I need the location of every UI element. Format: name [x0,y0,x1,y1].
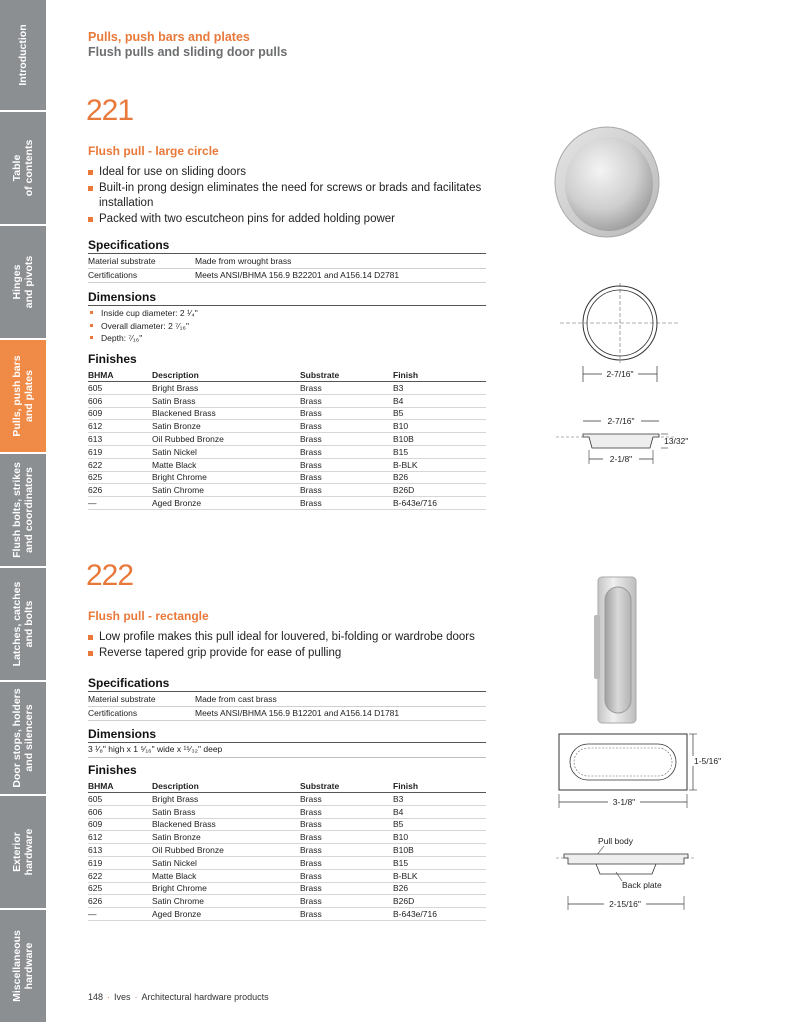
spec-row [88,693,486,707]
list-item: Reverse tapered grip provide for ease of pulling [88,646,488,662]
page-footer: 148 · Ives · Architectural hardware products [88,992,269,1002]
divider [88,742,486,743]
cell: Brass [300,497,393,510]
cell: Bright Brass [152,793,300,806]
cell: 609 [88,407,152,420]
drawing-front-222 [556,732,722,812]
cell: Satin Nickel [152,445,300,458]
cell: Satin Brass [152,394,300,407]
cell: B-643e/716 [393,497,486,510]
table-header-row [88,369,486,382]
list-item: Packed with two escutcheon pins for added holding power [88,212,488,228]
dimension-label: 13/32" [664,436,689,446]
cell: Satin Nickel [152,856,300,869]
column-header: Finish [393,780,486,793]
cell: Satin Brass [152,805,300,818]
cell: B10B [393,844,486,857]
cell: 613 [88,433,152,446]
table-row [88,484,486,497]
cell: B26 [393,882,486,895]
cell: Brass [300,844,393,857]
table-row [88,882,486,895]
dimension-label: 1-5/16" [694,756,722,766]
dimension-list-221 [88,307,198,345]
cell: — [88,497,152,510]
cell: Brass [300,433,393,446]
column-header: BHMA [88,780,152,793]
list-item: Overall diameter: 2 ⁷⁄₁₆" [88,320,198,333]
dimension-text-222: 3 ¹⁄₈" high x 1 ⁵⁄₁₆" wide x ¹⁵⁄₃₂" deep [88,744,223,754]
dimensions-heading-221: Dimensions [88,290,157,304]
table-row [88,869,486,882]
cell: Brass [300,805,393,818]
cell: B15 [393,856,486,869]
cell: Blackened Brass [152,818,300,831]
footer-brand: Ives [114,992,131,1002]
cell: Brass [300,908,393,921]
list-item: Built-in prong design eliminates the need for screws or brads and facilitates installation [88,181,488,212]
cell: Brass [300,407,393,420]
feature-list-221 [88,165,488,227]
finishes-heading-222: Finishes [88,763,137,777]
product-photo-221 [555,126,695,246]
table-row [88,908,486,921]
product-photo-222 [594,573,644,723]
cell: Brass [300,420,393,433]
product-name-222: Flush pull - rectangle [88,609,209,623]
table-row [88,856,486,869]
model-number-222: 222 [86,559,134,592]
dimension-label: 2-7/16" [606,369,634,379]
cell: Brass [300,382,393,395]
cell: Brass [300,895,393,908]
spec-value: Meets ANSI/BHMA 156.9 B22201 and A156.14 D2781 [195,270,400,280]
table-header-row [88,780,486,793]
cell: 613 [88,844,152,857]
section-subtitle: Flush pulls and sliding door pulls [88,45,288,59]
cell: Brass [300,869,393,882]
spec-label: Certifications [88,708,138,718]
table-row [88,497,486,510]
table-row [88,805,486,818]
list-item: Depth: ⁷⁄₁₆" [88,332,198,345]
column-header: BHMA [88,369,152,382]
divider [88,757,486,758]
table-row [88,445,486,458]
cell: Satin Chrome [152,895,300,908]
table-row [88,382,486,395]
spec-label: Material substrate [88,256,156,266]
cell: 606 [88,394,152,407]
spec-value: Made from wrought brass [195,256,292,266]
cell: — [88,908,152,921]
cell: B10B [393,433,486,446]
finishes-heading-221: Finishes [88,352,137,366]
page-number: 148 [88,992,104,1002]
model-number-221: 221 [86,94,134,127]
cell: B15 [393,445,486,458]
table-row [88,895,486,908]
list-item: Inside cup diameter: 2 ¹⁄₄" [88,307,198,320]
finishes-table-222 [88,780,486,921]
cell: B5 [393,407,486,420]
specifications-heading-221: Specifications [88,238,170,252]
dimensions-heading-222: Dimensions [88,727,157,741]
cell: B4 [393,805,486,818]
tab-label: Introduction [17,24,29,86]
column-header: Description [152,369,300,382]
table-row [88,433,486,446]
cell: 619 [88,445,152,458]
cell: 625 [88,882,152,895]
cell: Oil Rubbed Bronze [152,433,300,446]
table-row [88,818,486,831]
cell: Matte Black [152,869,300,882]
spec-value: Made from cast brass [195,694,277,704]
cell: Blackened Brass [152,407,300,420]
cell: Aged Bronze [152,908,300,921]
spec-row [88,255,486,269]
cell: Brass [300,471,393,484]
cell: B10 [393,831,486,844]
cell: B26D [393,895,486,908]
spec-row [88,707,486,721]
tab-label: Exterior hardware [11,828,35,876]
divider [88,305,486,306]
cell: 622 [88,458,152,471]
cell: Aged Bronze [152,497,300,510]
cell: Brass [300,458,393,471]
cell: Brass [300,856,393,869]
cell: 612 [88,831,152,844]
dimension-label: 2-7/16" [607,416,635,426]
column-header: Description [152,780,300,793]
product-name-221: Flush pull - large circle [88,144,219,158]
cell: B5 [393,818,486,831]
spec-value: Meets ANSI/BHMA 156.9 B12201 and A156.14 D1781 [195,708,400,718]
drawing-side-222 [556,834,706,914]
cell: Satin Bronze [152,420,300,433]
cell: Brass [300,831,393,844]
spec-label: Material substrate [88,694,156,704]
tab-label: Pulls, push bars and plates [11,355,35,437]
tab-label: Door stops, holders and silencers [11,688,35,788]
cell: B10 [393,420,486,433]
cell: B-BLK [393,458,486,471]
cell: Satin Bronze [152,831,300,844]
table-row [88,471,486,484]
tab-label: Miscellaneous hardware [11,930,35,1002]
table-row [88,407,486,420]
finishes-table-221 [88,369,486,510]
cell: Bright Chrome [152,882,300,895]
tab-label: Table of contents [11,139,35,197]
divider [88,691,486,692]
cell: Brass [300,882,393,895]
cell: B-BLK [393,869,486,882]
tab-label: Latches, catches and bolts [11,581,35,667]
dimension-front-width [560,366,700,386]
cell: B3 [393,382,486,395]
dimension-label: 3-1/8" [612,797,636,807]
cell: B26D [393,484,486,497]
tab-label: Flush bolts, strikes and coordinators [11,462,35,558]
cell: Satin Chrome [152,484,300,497]
table-row [88,394,486,407]
table-row [88,458,486,471]
column-header: Substrate [300,780,393,793]
cell: 605 [88,793,152,806]
tab-miscellaneous-hardware[interactable] [0,910,46,1024]
cell: 605 [88,382,152,395]
cell: Brass [300,818,393,831]
table-row [88,844,486,857]
cell: B26 [393,471,486,484]
dimension-label: 2-1/8" [609,454,633,464]
cell: 609 [88,818,152,831]
cell: 625 [88,471,152,484]
cell: 626 [88,895,152,908]
divider [88,253,486,254]
cell: 612 [88,420,152,433]
cell: 626 [88,484,152,497]
cell: Oil Rubbed Bronze [152,844,300,857]
column-header: Substrate [300,369,393,382]
cell: 619 [88,856,152,869]
cell: Bright Brass [152,382,300,395]
cell: 622 [88,869,152,882]
cell: 606 [88,805,152,818]
table-row [88,420,486,433]
cell: B-643e/716 [393,908,486,921]
list-item: Low profile makes this pull ideal for louvered, bi-folding or wardrobe doors [88,630,488,646]
section-tabs [0,0,46,1024]
cell: B3 [393,793,486,806]
cell: Brass [300,394,393,407]
cell: B4 [393,394,486,407]
cell: Brass [300,484,393,497]
drawing-side-221 [556,412,716,472]
spec-row [88,269,486,283]
cell: Bright Chrome [152,471,300,484]
column-header: Finish [393,369,486,382]
cell: Brass [300,793,393,806]
table-row [88,831,486,844]
table-row [88,793,486,806]
footer-title: Architectural hardware products [141,992,269,1002]
specifications-heading-222: Specifications [88,676,170,690]
callout-label: Back plate [622,880,662,890]
drawing-front-221 [560,283,700,363]
feature-list-222 [88,630,488,661]
section-title: Pulls, push bars and plates [88,30,250,44]
list-item: Ideal for use on sliding doors [88,165,488,181]
dimension-label: 2-15/16" [609,899,641,909]
cell: Matte Black [152,458,300,471]
callout-label: Pull body [598,836,633,846]
spec-label: Certifications [88,270,138,280]
tab-label: Hinges and pivots [11,255,35,309]
cell: Brass [300,445,393,458]
